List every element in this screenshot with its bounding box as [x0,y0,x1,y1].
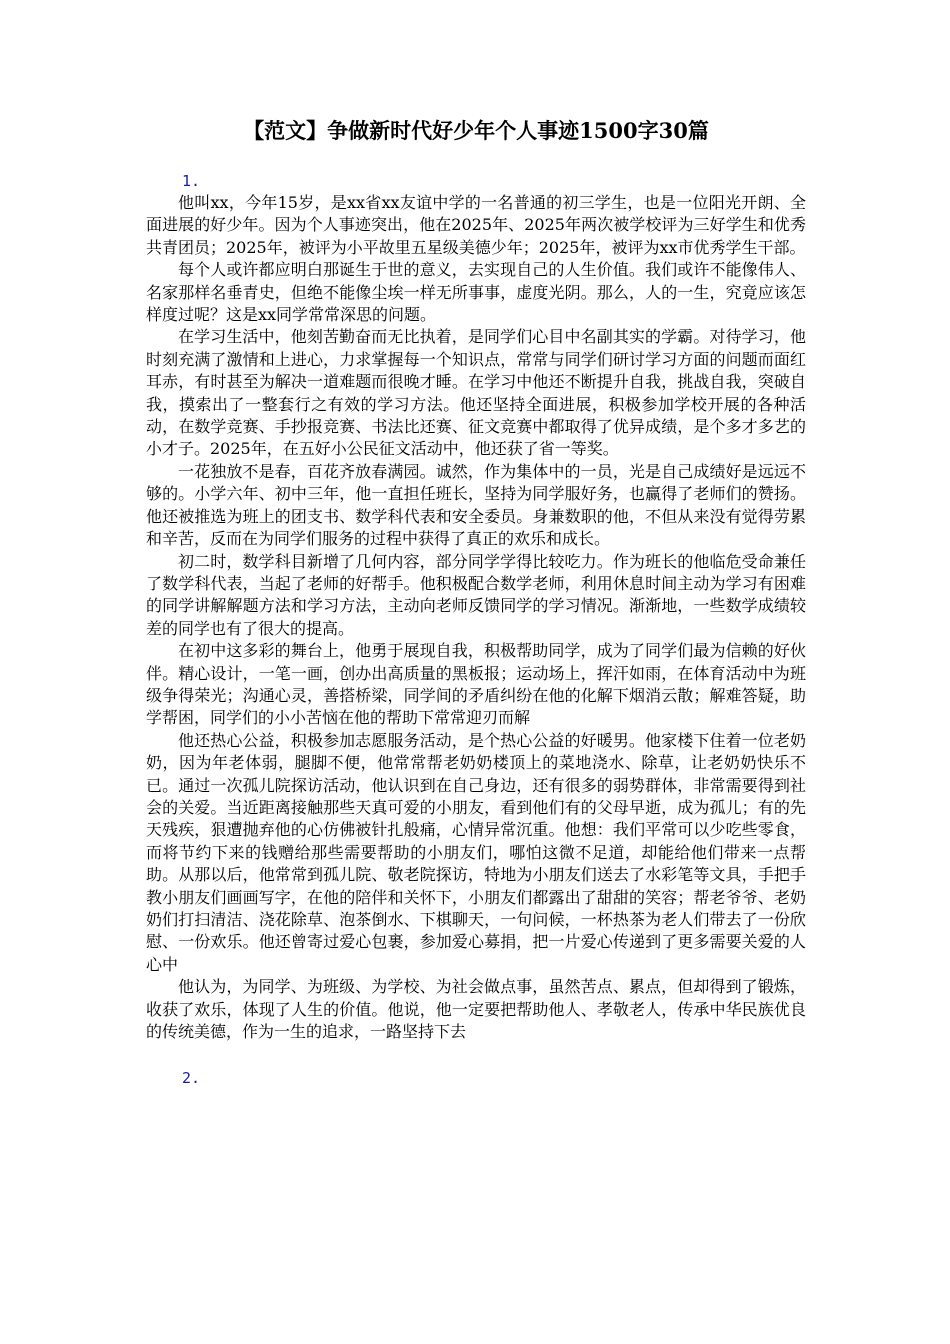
document-title: 【范文】争做新时代好少年个人事迹1500字30篇 [243,118,709,143]
paragraph: 一花独放不是春，百花齐放春满园。诚然，作为集体中的一员，光是自己成绩好是远远不够的。小学六年、初中三年，他一直担任班长，坚持为同学服好务，也赢得了老师们的赞扬。他还被推选为班上的团支书、数学科代表和安全委员。身兼数职的他，不但从来没有觉得劳累和辛苦，反而在为同学们服务的过程中获得了真正的欢乐和成长。 [146,461,806,549]
paragraph: 他叫xx，今年15岁，是xx省xx友谊中学的一名普通的初三学生，也是一位阳光开朗、全面进展的好少年。因为个人事迹突出，他在2025年、2025年两次被学校评为三好学生和优秀共青团员；2025年，被评为小平故里五星级美德少年；2025年，被评为xx市优秀学生干部。 [146,193,806,257]
paragraph: 在初中这多彩的舞台上，他勇于展现自我，积极帮助同学，成为了同学们最为信赖的好伙伴。精心设计，一笔一画，创办出高质量的黑板报；运动场上，挥汗如雨，在体育活动中为班级争得荣光；沟通心灵，善搭桥梁，同学间的矛盾纠纷在他的化解下烟消云散；解难答疑，助学帮困，同学们的小小苦恼在他的帮助下常常迎刃而解 [146,641,806,728]
section-number: 1. [182,172,201,190]
section-number: 2. [182,1069,201,1088]
paragraph: 初二时，数学科目新增了几何内容，部分同学学得比较吃力。作为班长的他临危受命兼任了数学科代表，当起了老师的好帮手。他积极配合数学老师，利用休息时间主动为学习有困难的同学讲解解题方法和学习方法，主动向老师反馈同学的学习情况。渐渐地，一些数学成绩较差的同学也有了很大的提高。 [146,551,806,638]
document-page [146,116,806,1089]
paragraph: 他还热心公益，积极参加志愿服务活动，是个热心公益的好暖男。他家楼下住着一位老奶奶，因为年老体弱，腿脚不便，他常常帮老奶奶楼顶上的菜地浇水、除草，让老奶奶快乐不已。通过一次孤儿院探访活动，他认识到在自己身边，还有很多的弱势群体，非常需要得到社会的关爱。当近距离接触那些天真可爱的小朋友，看到他们有的父母早逝，成为孤儿；有的先天残疾，狠遭抛弃他的心仿佛被针扎般痛，心情异常沉重。他想：我们平常可以少吃些零食，而将节约下来的钱赠给那些需要帮助的小朋友们，哪怕这微不足道，却能给他们带来一点帮助。从那以后，他常常到孤儿院、敬老院探访，特地为小朋友们送去了水彩笔等文具，手把手教小朋友们画画写字，在他的陪伴和关怀下，小朋友们都露出了甜甜的笑容；帮老爷爷、老奶奶们打扫清洁、浇花除草、泡茶倒水、下棋聊天，一句问候，一杯热茶为老人们带去了一份欣慰、一份欢乐。他还曾寄过爱心包裹，参加爱心募捐，把一片爱心传递到了更多需要关爱的人心中 [146,730,806,974]
paragraph: 每个人或许都应明白那诞生于世的意义，去实现自己的人生价值。我们或许不能像伟人、名家那样名垂青史，但绝不能像尘埃一样无所事事，虚度光阴。那么，人的一生，究竟应该怎样度过呢？这是xx同学常常深思的问题。 [146,260,806,325]
paragraph: 在学习生活中，他刻苦勤奋而无比执着，是同学们心目中名副其实的学霸。对待学习，他时刻充满了激情和上进心，力求掌握每一个知识点，常常与同学们研讨学习方面的问题而面红耳赤，有时甚至为解决一道难题而很晚才睡。在学习中他还不断提升自我，挑战自我，突破自我，摸索出了一整套行之有效的学习方法。他还坚持全面进展，积极参加学校开展的各种活动，在数学竞赛、手抄报竞赛、书法比还赛、征文竞赛中都取得了优异成绩，是个多才多艺的小才子。2025年，在五好小公民征文活动中，他还获了省一等奖。 [146,327,806,459]
paragraph: 他认为，为同学、为班级、为学校、为社会做点事，虽然苦点、累点，但却得到了锻炼，收获了欢乐，体现了人生的价值。他说，他一定要把帮助他人、孝敬老人，传承中华民族优良的传统美德，作为一生的追求，一路坚持下去 [146,977,806,1042]
section-body [146,192,806,1043]
